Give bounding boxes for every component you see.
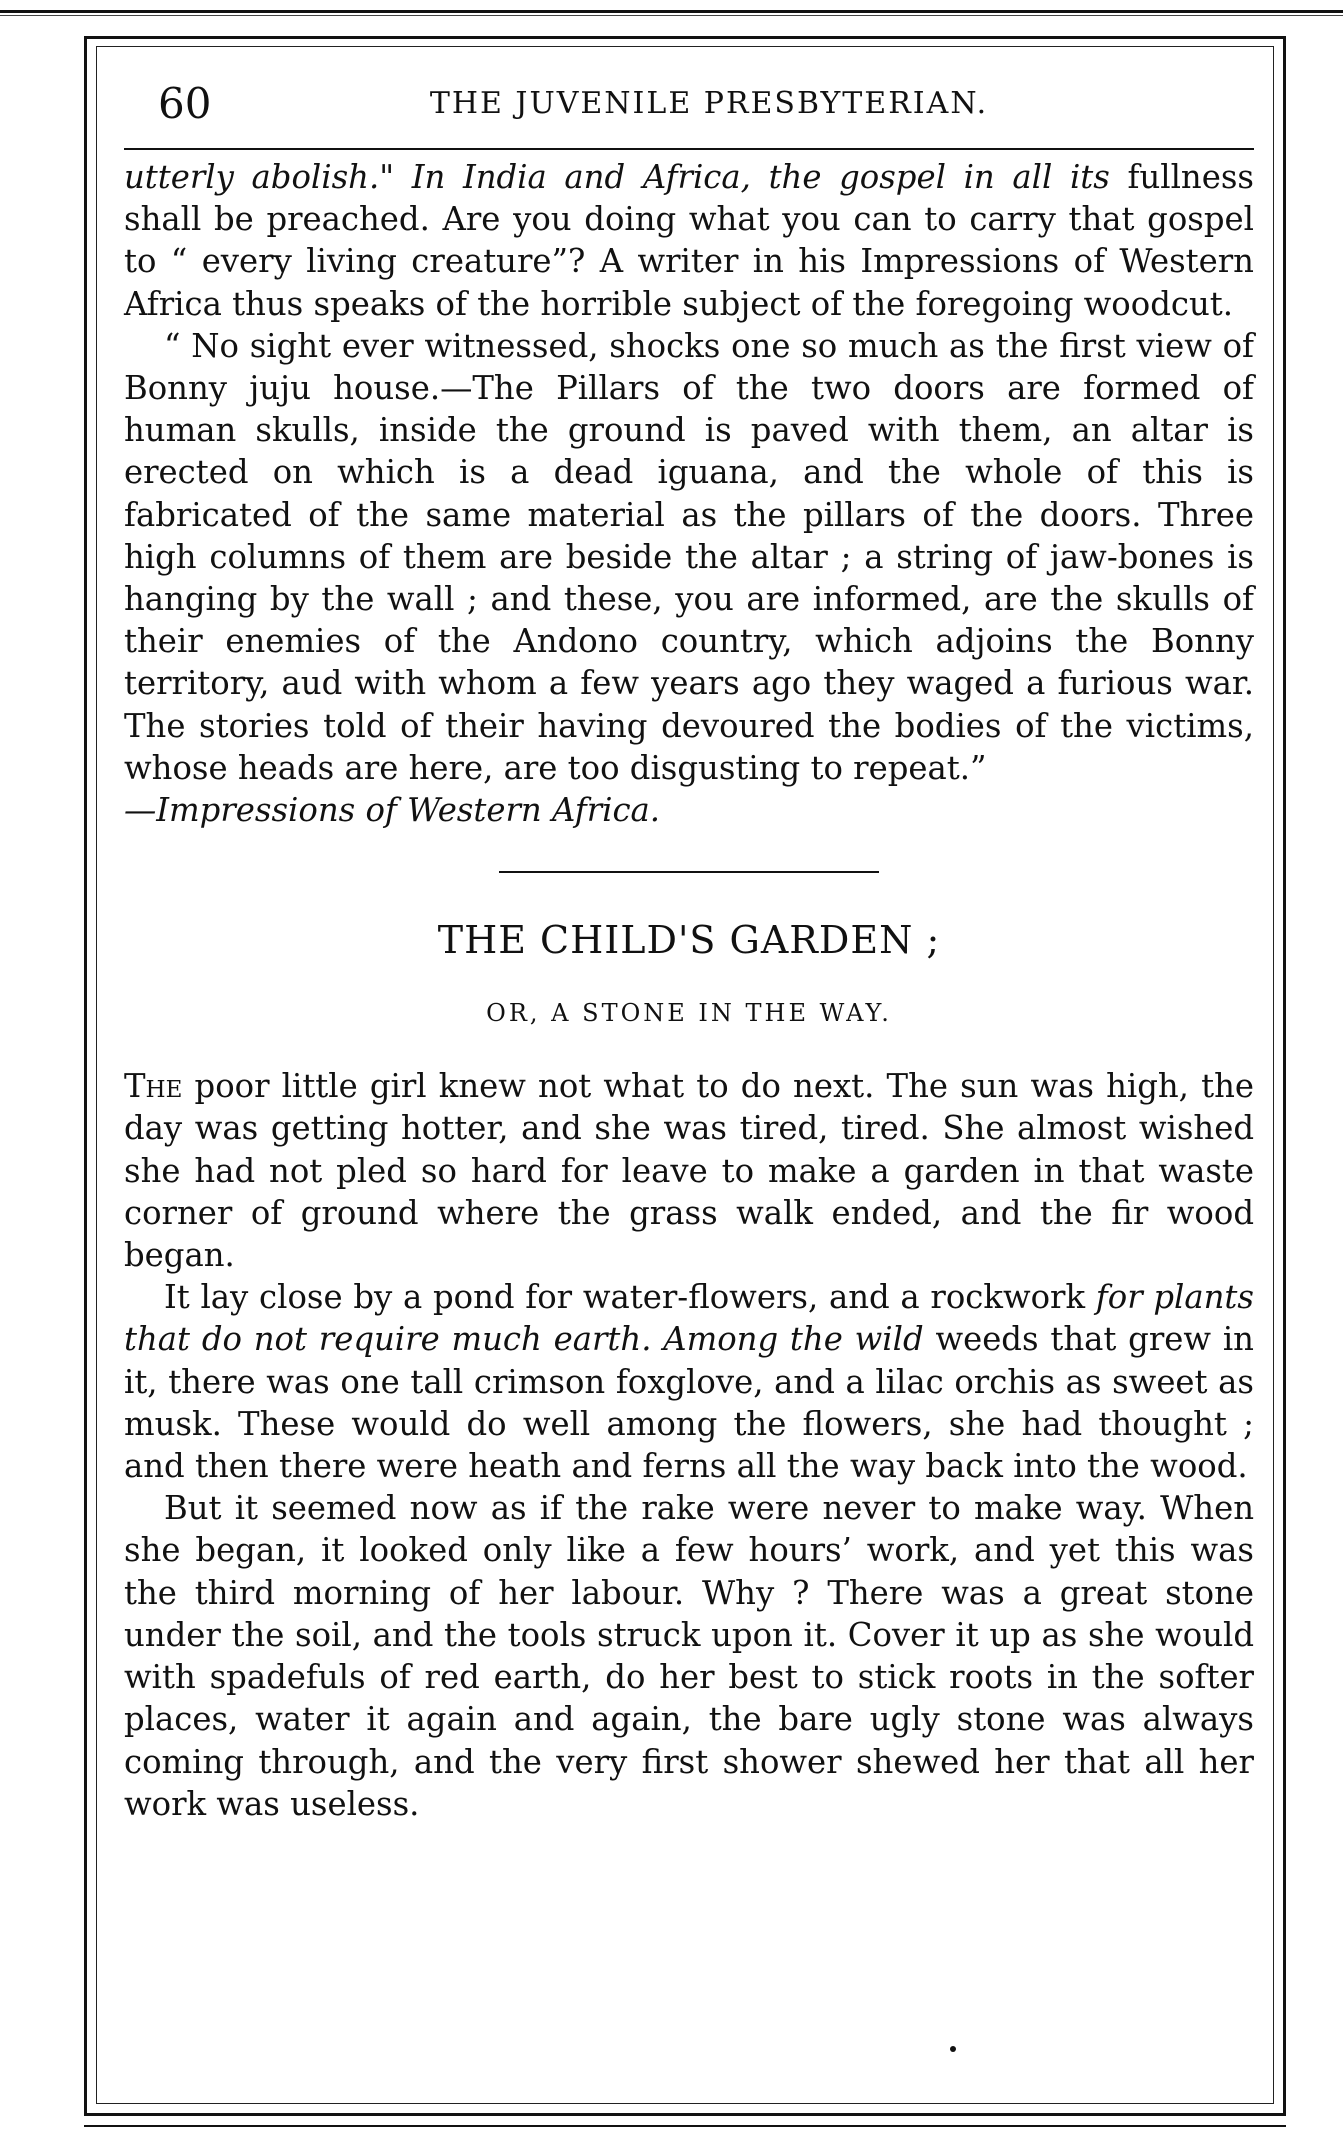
top-border-rule bbox=[0, 10, 1343, 13]
article2-paragraph-1 bbox=[124, 1065, 1254, 1276]
print-mark bbox=[950, 2046, 956, 2052]
running-head: THE JUVENILE PRESBYTERIAN. bbox=[429, 86, 989, 121]
top-border-hairline bbox=[0, 15, 1343, 16]
article1-paragraph-2: “ No sight ever witnessed, shocks one so much as the first view of Bonny juju house.—The Pillars of the two doors are formed of human skulls, inside the ground is paved with them, an altar is erected on which is a dead iguana, and the whole of this is fabricated of the same material as the pillars of the doors. Three high columns of them are beside the altar ; a string of jaw-bones is hanging by the wall ; and these, you are informed, are the skulls of their enemies of the Andono country, which adjoins the Bonny territory, aud with whom a few years ago they waged a furious war. The stories told of their having devoured the bodies of the victims, whose heads are here, are too disgusting to repeat.” bbox=[124, 326, 1254, 787]
article1-text: fullness shall be preached. Are you doing what you can to carry that gospel to “ every living creature”? A writer in his Impressions of Western Africa thus speaks of the horrible subject of the foregoing woodcut. bbox=[124, 158, 1254, 323]
page-number: 60 bbox=[158, 79, 212, 128]
article2-paragraph-2 bbox=[124, 1276, 1254, 1487]
section-divider bbox=[499, 871, 879, 873]
page-content bbox=[124, 74, 1254, 1825]
article2-paragraph-2-italic: for plants that do not require much earth. Among the wild bbox=[124, 1278, 1254, 1359]
article2-paragraph-2-rest: weeds that grew in it, there was one tall crimson foxglove, and a lilac orchis as sweet as musk. These would do well among the flowers, she had thought ; and then there were heath and ferns all the way back into the wood. bbox=[124, 1320, 1254, 1486]
article2-subtitle: OR, A STONE IN THE WAY. bbox=[486, 999, 892, 1028]
article2-title: THE CHILD'S GARDEN ; bbox=[437, 918, 941, 963]
article2-lead-word: The bbox=[124, 1067, 183, 1106]
article1-attribution: —Impressions of Western Africa. bbox=[124, 791, 661, 830]
article1-paragraph-1 bbox=[124, 156, 1254, 325]
article2-paragraph-2-start: It lay close by a pond for water-flowers, and a rockwork bbox=[164, 1278, 1086, 1317]
article-body bbox=[124, 156, 1254, 1825]
article2-paragraph-1-text: poor little girl knew not what to do next. The sun was high, the day was getting hotter, and she was tired, tired. She almost wished she had not pled so hard for leave to make a garden in that waste corner of ground where the grass walk ended, and the fir wood began. bbox=[124, 1067, 1254, 1275]
article2-paragraph-3: But it seemed now as if the rake were never to make way. When she began, it looked only like a few hours’ work, and yet this was the third morning of her labour. Why ? There was a great stone under the soil, and the tools struck upon it. Cover it up as she would with spadefuls of red earth, do her best to stick roots in the softer places, water it again and again, the bare ugly stone was always coming through, and the very first shower shewed her that all her work was useless. bbox=[124, 1489, 1254, 1823]
header-rule bbox=[124, 148, 1254, 150]
article1-italic-lead: utterly abolish." In India and Africa, the gospel in all its bbox=[124, 158, 1110, 196]
page-header bbox=[124, 74, 1254, 144]
bottom-border-rule bbox=[84, 2125, 1286, 2127]
